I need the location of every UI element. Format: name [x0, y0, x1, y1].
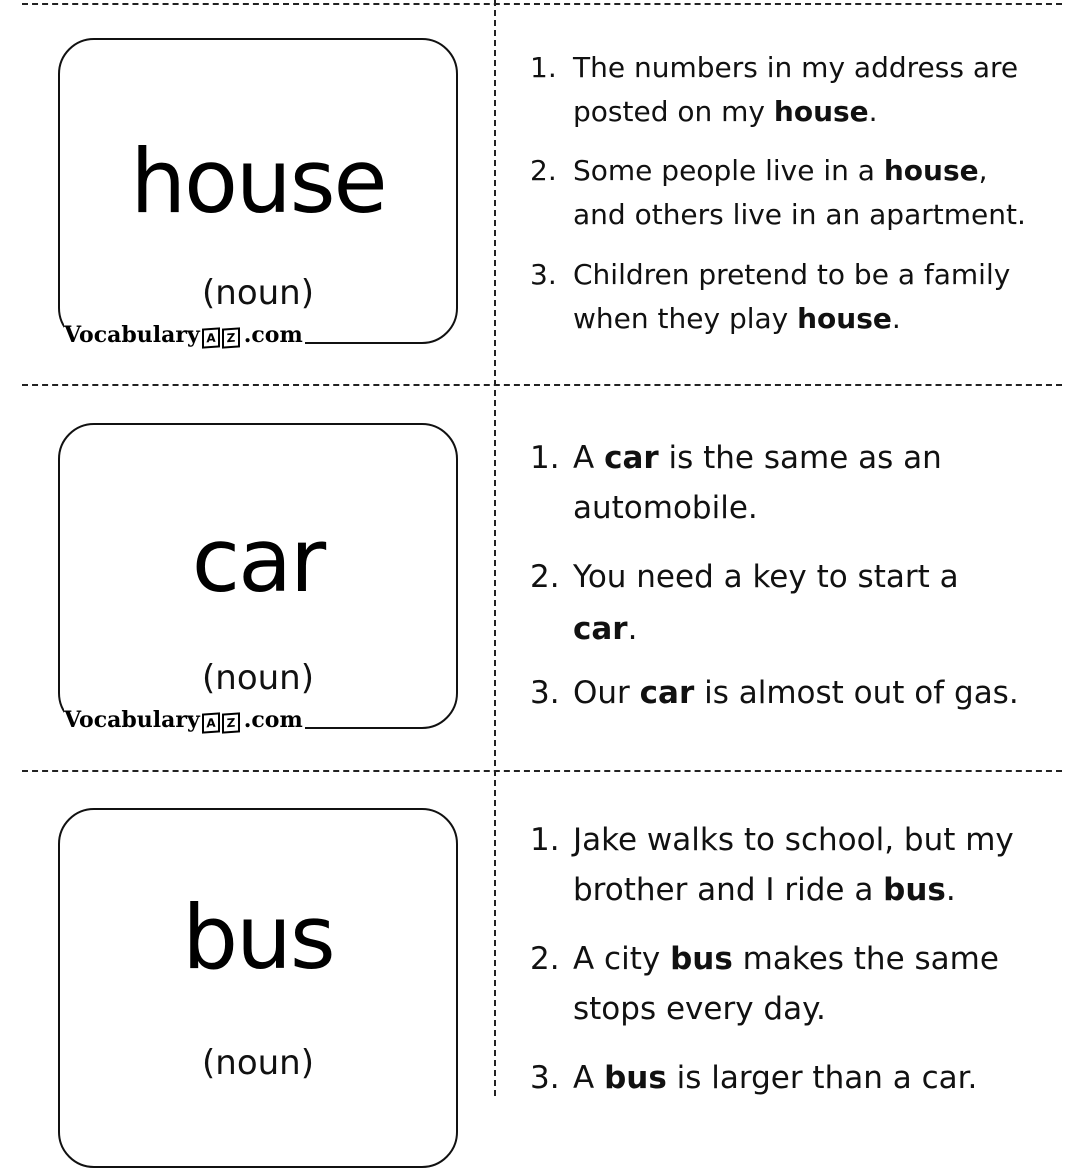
- brand-logo: [64, 707, 305, 733]
- sentence-text: You need a key to start a car.: [573, 559, 959, 647]
- sentence-text: A bus is larger than a car.: [573, 1060, 978, 1096]
- sentence-item: [530, 815, 1030, 915]
- vocab-word-bold: bus: [670, 941, 733, 977]
- vocab-word: car: [191, 509, 325, 612]
- sentence-number: 1.: [530, 51, 557, 84]
- sentence-text: Children pretend to be a family when they play house.: [573, 258, 1011, 335]
- word-card: [58, 423, 458, 729]
- brand-prefix: Vocabulary: [64, 322, 200, 348]
- word-card: [58, 808, 458, 1168]
- sentence-number: 1.: [530, 440, 560, 476]
- sentence-item: [530, 253, 1030, 341]
- sentence-item: [530, 668, 1030, 718]
- flashcard-row-house: [0, 0, 1080, 384]
- vocab-word-bold: house: [883, 154, 979, 187]
- brand-suffix: .com: [243, 322, 303, 348]
- block-z: Z: [222, 712, 240, 733]
- vocab-word-bold: car: [604, 440, 659, 476]
- brand-suffix: .com: [243, 707, 303, 733]
- brand-blocks: [202, 328, 242, 348]
- vocab-word-bold: house: [797, 302, 892, 335]
- sentence-text: Some people live in a house, and others live in an apartment.: [573, 154, 1026, 231]
- sentence-item: [530, 149, 1030, 237]
- flashcard-row-car: [0, 385, 1080, 769]
- brand-logo: [64, 322, 305, 348]
- vocab-word-bold: car: [639, 675, 695, 711]
- vocab-word-bold: house: [773, 95, 869, 128]
- block-a: A: [202, 327, 220, 348]
- brand-blocks: [202, 713, 242, 733]
- sentence-item: [530, 46, 1030, 134]
- part-of-speech: (noun): [202, 273, 314, 313]
- vocab-word-bold: bus: [604, 1060, 667, 1096]
- part-of-speech: (noun): [202, 658, 314, 698]
- sentence-item: [530, 934, 1030, 1034]
- block-z: Z: [222, 327, 240, 348]
- vocab-word: bus: [182, 886, 334, 989]
- part-of-speech: (noun): [202, 1043, 314, 1083]
- sentence-number: 2.: [530, 154, 557, 187]
- sentence-number: 1.: [530, 822, 560, 858]
- sentence-text: Our car is almost out of gas.: [573, 675, 1019, 711]
- flashcard-row-bus: [0, 770, 1080, 1154]
- sentence-text: A car is the same as an automobile.: [573, 440, 942, 526]
- sentence-item: [530, 433, 1030, 533]
- vocab-word: house: [130, 130, 386, 233]
- word-card: [58, 38, 458, 344]
- sentence-item: [530, 551, 1030, 655]
- sentence-text: A city bus makes the same stops every day.: [573, 941, 999, 1027]
- sentence-number: 3.: [530, 258, 557, 291]
- sentence-number: 2.: [530, 941, 560, 977]
- sentence-text: The numbers in my address are posted on my house.: [573, 51, 1019, 128]
- block-a: A: [202, 712, 220, 733]
- sentence-number: 3.: [530, 1060, 560, 1096]
- vocab-word-bold: car: [573, 611, 628, 647]
- brand-prefix: Vocabulary: [64, 707, 200, 733]
- vocab-word-bold: bus: [883, 872, 946, 908]
- sentence-number: 3.: [530, 675, 560, 711]
- sentence-number: 2.: [530, 559, 560, 595]
- sentence-text: Jake walks to school, but my brother and I ride a bus.: [573, 822, 1014, 908]
